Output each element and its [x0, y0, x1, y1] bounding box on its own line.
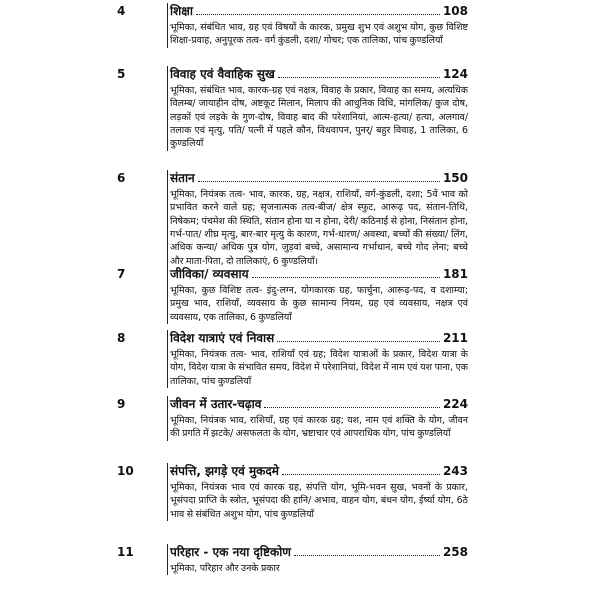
chapter-title[interactable]: विदेश यात्राएं एवं निवास: [170, 331, 275, 345]
chapter-number: 7: [117, 267, 126, 281]
chapter-number: 11: [117, 545, 134, 559]
chapter-block: [167, 3, 468, 48]
chapter-title[interactable]: जीवन में उतार-चढ़ाव: [170, 397, 262, 411]
dot-leader: [196, 4, 440, 15]
chapter-number: 4: [117, 4, 126, 18]
chapter-block: [167, 330, 468, 388]
chapter-description: भूमिका, परिहार और उनके प्रकार: [170, 563, 280, 574]
dot-leader: [278, 67, 440, 78]
chapter-description: भूमिका, नियंत्रक तत्व- भाव, कारक, ग्रह, नक्षत्र, राशियाँ, वर्ग-कुंडली, दशा; 5वें भाव को प्रभावित करने वाले ग्रह; सृजनात्मक तत्व-बीज/ क्षेत्र स्फुट, आरूढ़ पद, संतान-तिथि, निषेकम; पंचमेश की स्थिति, संतान होना या न होना, देरी/ कठिनाई से होना, निसंतान होना, गर्भ-पात/ शीघ्र मृत्यु, बार-बार मृत्यु के कारण, गर्भ-धारण/ अवस्था, बच्चों की संख्या/ लिंग, अधिक कन्या/ अधिक पुत्र योग, जुड़वां बच्चे, असामान्य गर्भाधान, बच्चे गोद लेना; बच्चे और माता-पिता, दो तालिकाएं, 6 कुण्डलियाँ।: [170, 189, 468, 267]
chapter-block: [167, 463, 468, 521]
chapter-heading: [170, 396, 468, 413]
chapter-title[interactable]: जीविका/ व्यवसाय: [170, 267, 249, 281]
chapter-page-number: 150: [442, 171, 468, 185]
chapter-heading: [170, 66, 468, 83]
chapter-page-number: 258: [442, 545, 468, 559]
chapter-description: भूमिका, नियंत्रक तत्व- भाव, राशियाँ एवं ग्रह; विदेश यात्राओं के प्रकार, विदेश यात्रा के योग, विदेश यात्रा के संभावित समय, विदेश में परेशानियां, विदेश में नाम एवं यश पाना, एक तालिका, पांच कुण्डलियाँ: [170, 349, 468, 387]
dot-leader: [294, 545, 440, 556]
chapter-heading: [170, 330, 468, 347]
chapter-heading: [170, 266, 468, 283]
dot-leader: [264, 397, 439, 408]
chapter-title[interactable]: शिक्षा: [170, 4, 193, 18]
chapter-heading: [170, 3, 468, 20]
chapter-block: [167, 66, 468, 151]
chapter-description: भूमिका, नियंत्रक भाव एवं कारक ग्रह, संपत्ति योग, भूमि-भवन सुख, भवनों के प्रकार, भूसंपदा प्राप्ति के स्त्रोत, भूसंपदा की हानि/ अभाव, वाहन योग, बंधन योग, ईर्ष्या योग, 6ठे भाव से संबंधित अशुभ योग, पांच कुण्डलियाँ: [170, 482, 468, 520]
chapter-heading: [170, 544, 468, 561]
chapter-heading: [170, 463, 468, 480]
dot-leader: [252, 267, 440, 278]
chapter-title[interactable]: विवाह एवं वैवाहिक सुख: [170, 67, 275, 81]
chapter-number: 5: [117, 67, 126, 81]
chapter-number: 9: [117, 397, 126, 411]
chapter-page-number: 224: [442, 397, 468, 411]
dot-leader: [198, 171, 440, 182]
chapter-title[interactable]: संपत्ति, झगड़े एवं मुकदमे: [170, 464, 279, 478]
chapter-title[interactable]: परिहार - एक नया दृष्टिकोण: [170, 545, 291, 559]
chapter-number: 10: [117, 464, 134, 478]
chapter-block: [167, 544, 468, 575]
chapter-number: 8: [117, 331, 126, 345]
chapter-page-number: 108: [442, 4, 468, 18]
chapter-description: भूमिका, कुछ विशिष्ट तत्व- इंदु-लग्न, योगकारक ग्रह, फार्चुना, आरूढ़-पद, व दशाम्या; प्रमुख भाव, राशियाँ, व्यवसाय के कुछ सामान्य नियम, ग्रह एवं व्यवसाय, नक्षत्र एवं व्यवसाय, एक तालिका, 6 कुण्डलियाँ: [170, 285, 468, 323]
chapter-title[interactable]: संतान: [170, 171, 195, 185]
chapter-page-number: 243: [442, 464, 468, 478]
dot-leader: [277, 331, 440, 342]
dot-leader: [282, 464, 440, 475]
chapter-page-number: 211: [442, 331, 468, 345]
chapter-page-number: 181: [442, 267, 468, 281]
chapter-block: [167, 396, 468, 441]
chapter-description: भूमिका, नियंत्रक भाव, राशियाँ, ग्रह एवं कारक ग्रह; यश, नाम एवं शक्ति के योग, जीवन की प्रगति में झटके/ असफलता के योग, भ्रष्टाचार एवं आपराधिक योग, पांच कुण्डलियाँ: [170, 415, 468, 440]
chapter-description: भूमिका, संबंधित भाव, कारक-ग्रह एवं नक्षत्र, विवाह के प्रकार, विवाह का समय, अत्यधिक विलम्ब/ जायाहीन दोष, अष्टकूट मिलान, मिलाप की आधुनिक विधि, मांगलिक/ कुज दोष, लड़कों एवं लड़के के गुण-दोष, विवाह बाद की परेशानियां, आत्म-हत्या/ हत्या, अलगाव/ तलाक एवं मृत्यु, पति/ पत्नी में पहले कौन, विधवापन, पुनर्/ बहुर विवाह, 1 तालिका, 6 कुण्डलियाँ: [170, 85, 468, 150]
chapter-page-number: 124: [442, 67, 468, 81]
chapter-heading: [170, 170, 468, 187]
chapter-block: [167, 170, 468, 268]
chapter-number: 6: [117, 171, 126, 185]
chapter-block: [167, 266, 468, 324]
chapter-description: भूमिका, संबंधित भाव, ग्रह एवं विषयों के कारक, प्रमुख शुभ एवं अशुभ योग, कुछ विशिष्ट शिक्षा-प्रवाह, अनुपूरक तत्व- वर्ग कुंडली, दशा/ गोचर; एक तालिका, पांच कुण्डलियाँ: [170, 22, 468, 47]
